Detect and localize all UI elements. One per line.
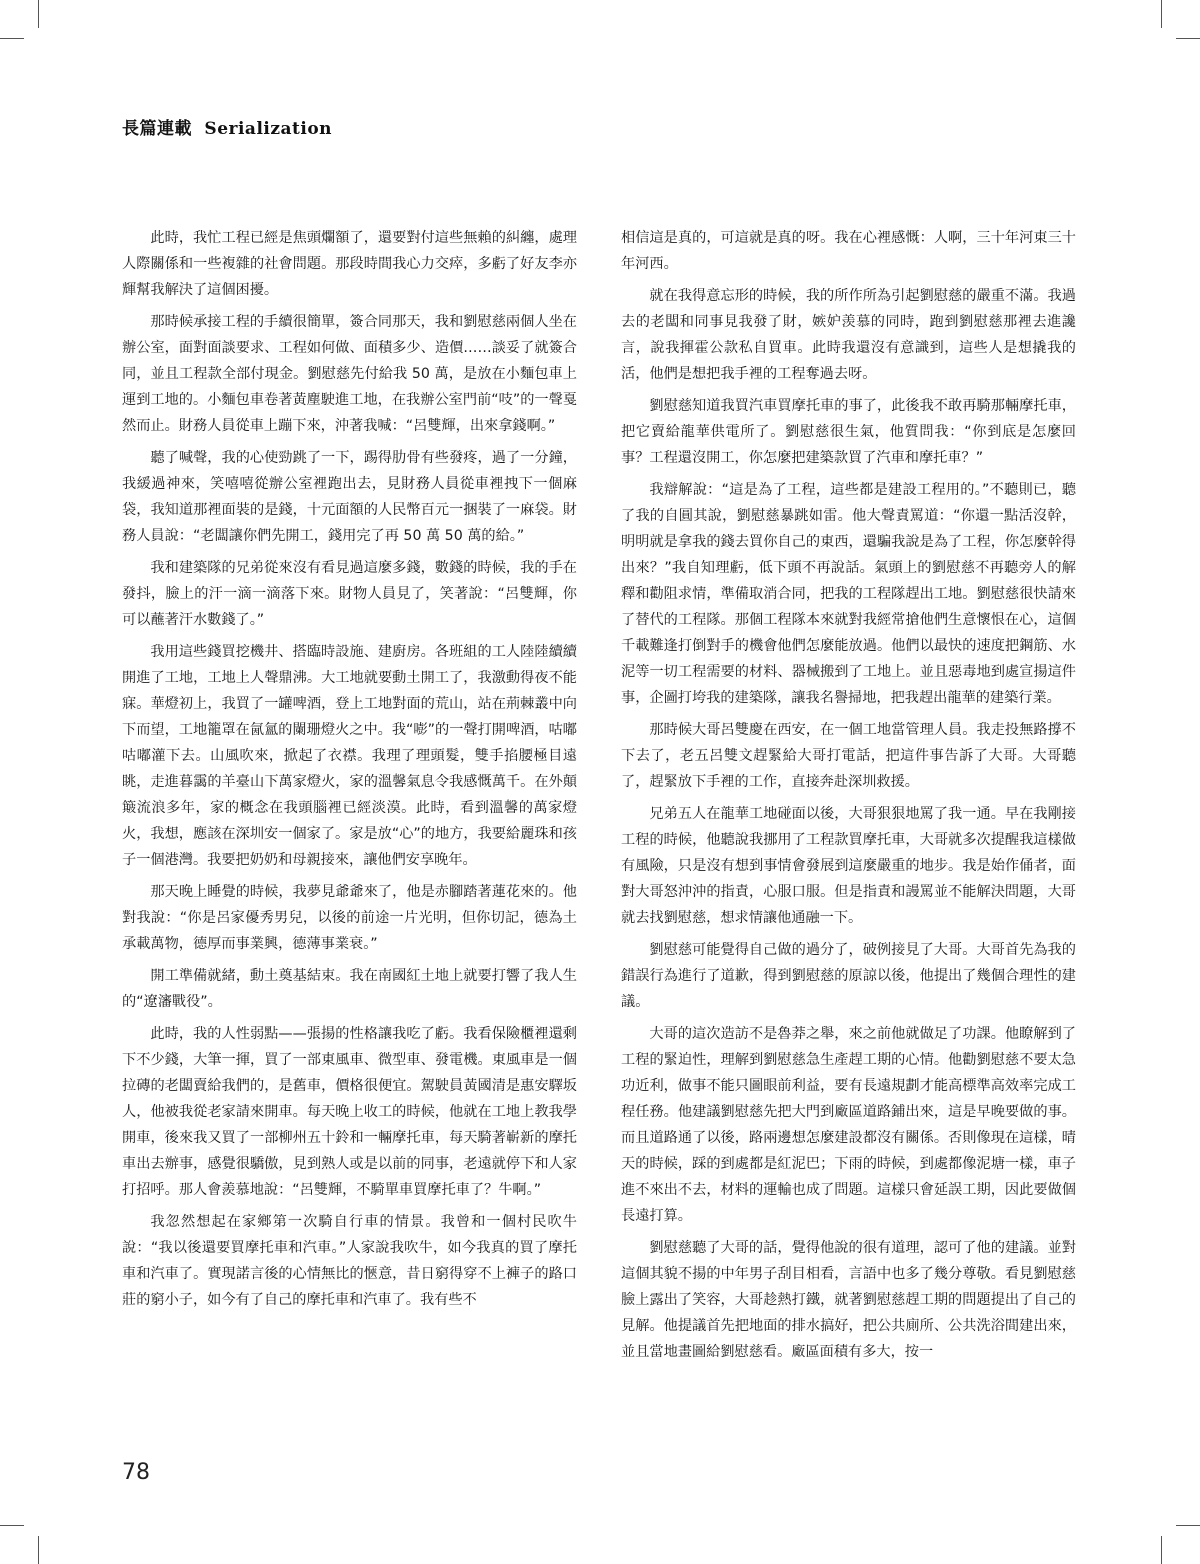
paragraph: 劉慰慈知道我買汽車買摩托車的事了，此後我不敢再騎那輛摩托車，把它賣給龍華供電所了。劉慰慈很生氣，他質問我：“你到底是怎麼回事？工程還沒開工，你怎麼把建築款買了汽車和摩托車？” <box>621 398 1076 466</box>
crop-mark-bottom-left <box>38 1536 39 1564</box>
crop-mark-top-right-h <box>1176 38 1200 39</box>
right-text-column <box>621 225 1076 1371</box>
paragraph: 那天晚上睡覺的時候，我夢見爺爺來了，他是赤腳踏著蓮花來的。他對我說：“你是呂家優秀男兒，以後的前途一片光明，但你切記，德為土承載萬物，德厚而事業興，德薄事業衰。” <box>122 884 577 952</box>
left-text-column <box>122 225 577 1319</box>
paragraph: 大哥的這次造訪不是魯莽之舉，來之前他就做足了功課。他瞭解到了工程的緊迫性，理解到劉慰慈急生產趕工期的心情。他勸劉慰慈不要太急功近利，做事不能只圖眼前利益，要有長遠規劃才能高標準高效率完成工程任務。他建議劉慰慈先把大門到廠區道路鋪出來，這是早晚要做的事。而且道路通了以後，路兩邊想怎麼建設都沒有關係。否則像現在這樣，晴天的時候，踩的到處都是紅泥巴；下雨的時候，到處都像泥塘一樣，車子進不來出不去，材料的運輸也成了問題。這樣只會延誤工期，因此要做個長遠打算。 <box>621 1026 1076 1224</box>
page-number: 78 <box>122 1460 150 1485</box>
crop-mark-bottom-left-h <box>0 1525 24 1526</box>
section-header <box>122 114 332 139</box>
crop-mark-top-right <box>1161 0 1162 28</box>
crop-mark-top-left <box>38 0 39 28</box>
paragraph-continuation: 相信這是真的，可這就是真的呀。我在心裡感慨：人啊，三十年河東三十年河西。 <box>621 230 1076 272</box>
paragraph: 我用這些錢買挖機井、搭臨時設施、建廚房。各班組的工人陸陸續續開進了工地，工地上人聲鼎沸。大工地就要動土開工了，我激動得夜不能寐。華燈初上，我買了一罐啤酒，登上工地對面的荒山，站在荊棘叢中向下而望，工地籠罩在氤氳的闌珊燈火之中。我“嘭”的一聲打開啤酒，咕嘟咕嘟灌下去。山風吹來，掀起了衣襟。我理了理頭髮，雙手掐腰極目遠眺，走進暮靄的羊臺山下萬家燈火，家的溫馨氣息令我感慨萬千。在外顛簸流浪多年，家的概念在我頭腦裡已經淡漠。此時，看到溫馨的萬家燈火，我想，應該在深圳安一個家了。家是放“心”的地方，我要給麗珠和孩子一個港灣。我要把奶奶和母親接來，讓他們安享晚年。 <box>122 644 577 868</box>
paragraph: 我辯解說：“這是為了工程，這些都是建設工程用的。”不聽則已，聽了我的自圓其說，劉慰慈暴跳如雷。他大聲責罵道：“你還一點活沒幹，明明就是拿我的錢去買你自己的東西，還騙我說是為了工程，你怎麼幹得出來？”我自知理虧，低下頭不再說話。氣頭上的劉慰慈不再聽旁人的解釋和勸阻求情，準備取消合同，把我的工程隊趕出工地。劉慰慈很快請來了替代的工程隊。那個工程隊本來就對我經常搶他們生意懷恨在心，這個千載難逢打倒對手的機會他們怎麼能放過。他們以最快的速度把鋼筋、水泥等一切工程需要的材料、器械搬到了工地上。並且惡毒地到處宣揚這件事，企圖打垮我的建築隊，讓我名譽掃地，把我趕出龍華的建築行業。 <box>621 482 1076 706</box>
paragraph: 劉慰慈可能覺得自己做的過分了，破例接見了大哥。大哥首先為我的錯誤行為進行了道歉，得到劉慰慈的原諒以後，他提出了幾個合理性的建議。 <box>621 942 1076 1010</box>
paragraph: 兄弟五人在龍華工地碰面以後，大哥狠狠地罵了我一通。早在我剛接工程的時候，他聽說我挪用了工程款買摩托車，大哥就多次提醒我這樣做有風險，只是沒有想到事情會發展到這麼嚴重的地步。我是始作俑者，面對大哥怒沖沖的指責，心服口服。但是指責和謾罵並不能解決問題，大哥就去找劉慰慈，想求情讓他通融一下。 <box>621 806 1076 926</box>
paragraph: 那時候大哥呂雙慶在西安，在一個工地當管理人員。我走投無路撐不下去了，老五呂雙文趕緊給大哥打電話，把這件事告訴了大哥。大哥聽了，趕緊放下手裡的工作，直接奔赴深圳救援。 <box>621 722 1076 790</box>
paragraph: 聽了喊聲，我的心使勁跳了一下，踢得肋骨有些發疼，過了一分鐘，我緩過神來，笑嘻嘻從辦公室裡跑出去，見財務人員從車裡拽下一個麻袋，我知道那裡面裝的是錢，十元面額的人民幣百元一捆裝了一麻袋。財務人員說：“老闆讓你們先開工，錢用完了再 50 萬 50 萬的給。” <box>122 450 577 544</box>
crop-mark-bottom-right <box>1161 1536 1162 1564</box>
paragraph: 我忽然想起在家鄉第一次騎自行車的情景。我曾和一個村民吹牛說：“我以後還要買摩托車和汽車。”人家說我吹牛，如今我真的買了摩托車和汽車了。實現諾言後的心情無比的愜意，昔日窮得穿不上褲子的路口莊的窮小子，如今有了自己的摩托車和汽車了。我有些不 <box>122 1214 577 1308</box>
paragraph: 就在我得意忘形的時候，我的所作所為引起劉慰慈的嚴重不滿。我過去的老闆和同事見我發了財，嫉妒羡慕的同時，跑到劉慰慈那裡去進讒言，說我揮霍公款私自買車。此時我還沒有意識到，這些人是想撬我的活，他們是想把我手裡的工程奪過去呀。 <box>621 288 1076 382</box>
paragraph: 開工準備就緒，動土奠基結束。我在南國紅土地上就要打響了我人生的“遼瀋戰役”。 <box>122 968 577 1010</box>
crop-mark-top-left-h <box>0 38 24 39</box>
crop-mark-bottom-right-h <box>1176 1525 1200 1526</box>
paragraph: 我和建築隊的兄弟從來沒有看見過這麼多錢，數錢的時候，我的手在發抖，臉上的汗一滴一滴落下來。財物人員見了，笑著說：“呂雙輝，你可以蘸著汗水數錢了。” <box>122 560 577 628</box>
paragraph: 此時，我忙工程已經是焦頭爛額了，還要對付這些無賴的糾纏，處理人際關係和一些複雜的社會問題。那段時間我心力交瘁，多虧了好友李亦輝幫我解決了這個困擾。 <box>122 230 577 298</box>
section-title-en: Serialization <box>204 119 333 139</box>
paragraph: 劉慰慈聽了大哥的話，覺得他說的很有道理，認可了他的建議。並對這個其貌不揚的中年男子刮目相看，言語中也多了幾分尊敬。看見劉慰慈臉上露出了笑容，大哥趁熱打鐵，就著劉慰慈趕工期的問題提出了自己的見解。他提議首先把地面的排水搞好，把公共廁所、公共洗浴間建出來，並且當地畫圖給劉慰慈看。廠區面積有多大，按一 <box>621 1240 1076 1360</box>
paragraph: 此時，我的人性弱點——張揚的性格讓我吃了虧。我看保險櫃裡還剩下不少錢，大筆一揮，買了一部東風車、微型車、發電機。東風車是一個拉磚的老闆賣給我們的，是舊車，價格很便宜。駕駛員黃國清是惠安驛坂人，他被我從老家請來開車。每天晚上收工的時候，他就在工地上教我學開車，後來我又買了一部柳州五十鈴和一輛摩托車，每天騎著嶄新的摩托車出去辦事，感覺很驕傲，見到熟人或是以前的同事，老遠就停下和人家打招呼。那人會羨慕地說：“呂雙輝，不騎單車買摩托車了？牛啊。” <box>122 1026 577 1198</box>
paragraph: 那時候承接工程的手續很簡單，簽合同那天，我和劉慰慈兩個人坐在辦公室，面對面談要求、工程如何做、面積多少、造價……談妥了就簽合同，並且工程款全部付現金。劉慰慈先付給我 50 萬，是放在小麵包車上運到工地的。小麵包車卷著黃塵駛進工地，在我辦公室門前“吱”的一聲戛然而止。財務人員從車上蹦下來，沖著我喊：“呂雙輝，出來拿錢啊。” <box>122 314 577 434</box>
section-title: 長篇連載 <box>122 119 192 139</box>
